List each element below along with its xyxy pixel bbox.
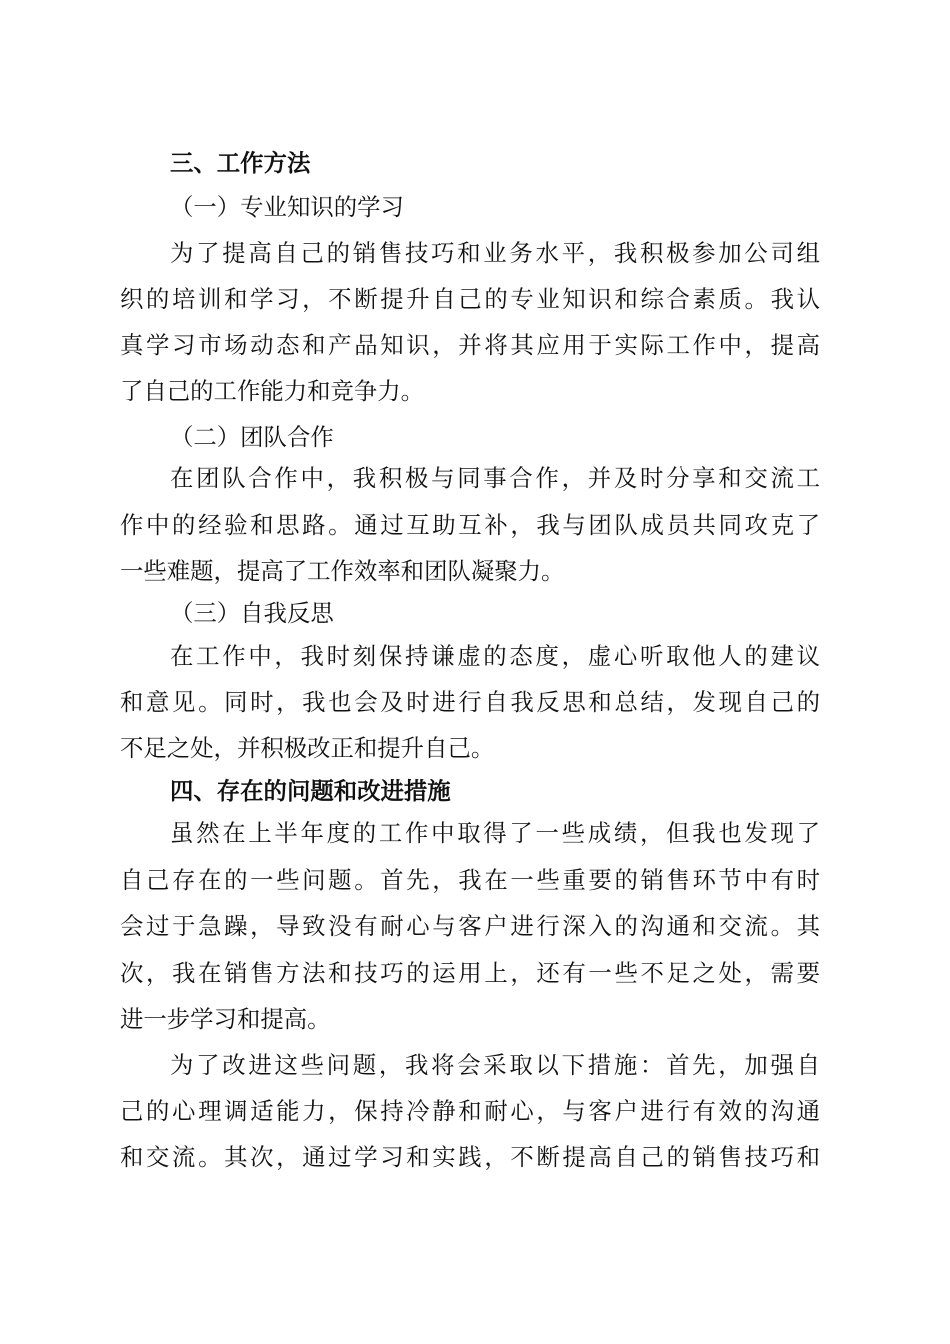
paragraph-line: 不足之处，并积极改正和提升自己。 <box>120 734 495 762</box>
paragraph-line: 己的心理调适能力，保持冷静和耐心，与客户进行有效的沟通 <box>120 1097 820 1125</box>
paragraph-line: 和意见。同时，我也会及时进行自我反思和总结，发现自己的 <box>120 688 820 716</box>
subsection-title-professional-learning: （一）专业知识的学习 <box>170 193 404 221</box>
paragraph-line: 在团队合作中，我积极与同事合作，并及时分享和交流工 <box>170 464 820 492</box>
paragraph-line: 了自己的工作能力和竞争力。 <box>120 377 425 405</box>
paragraph-line: 在工作中，我时刻保持谦虚的态度，虚心听取他人的建议 <box>170 642 820 670</box>
paragraph-line: 自己存在的一些问题。首先，我在一些重要的销售环节中有时 <box>120 866 820 894</box>
paragraph-line: 为了改进这些问题，我将会采取以下措施：首先，加强自 <box>170 1051 820 1079</box>
paragraph-line: 虽然在上半年度的工作中取得了一些成绩，但我也发现了 <box>170 819 820 847</box>
paragraph-line: 真学习市场动态和产品知识，并将其应用于实际工作中，提高 <box>120 331 820 359</box>
subsection-title-self-reflection: （三）自我反思 <box>170 599 334 627</box>
section-heading-problems-improvements: 四、存在的问题和改进措施 <box>170 777 451 805</box>
paragraph-line: 一些难题，提高了工作效率和团队凝聚力。 <box>120 557 565 585</box>
paragraph-line: 会过于急躁，导致没有耐心与客户进行深入的沟通和交流。其 <box>120 912 820 940</box>
section-heading-work-methods: 三、工作方法 <box>170 149 311 177</box>
paragraph-line: 和交流。其次，通过学习和实践，不断提高自己的销售技巧和 <box>120 1143 820 1171</box>
paragraph-line: 织的培训和学习，不断提升自己的专业知识和综合素质。我认 <box>120 285 820 313</box>
paragraph-line: 次，我在销售方法和技巧的运用上，还有一些不足之处，需要 <box>120 959 820 987</box>
paragraph-line: 为了提高自己的销售技巧和业务水平，我积极参加公司组 <box>170 239 820 267</box>
paragraph-line: 作中的经验和思路。通过互助互补，我与团队成员共同攻克了 <box>120 511 820 539</box>
paragraph-line: 进一步学习和提高。 <box>120 1005 331 1033</box>
subsection-title-teamwork: （二）团队合作 <box>170 423 334 451</box>
